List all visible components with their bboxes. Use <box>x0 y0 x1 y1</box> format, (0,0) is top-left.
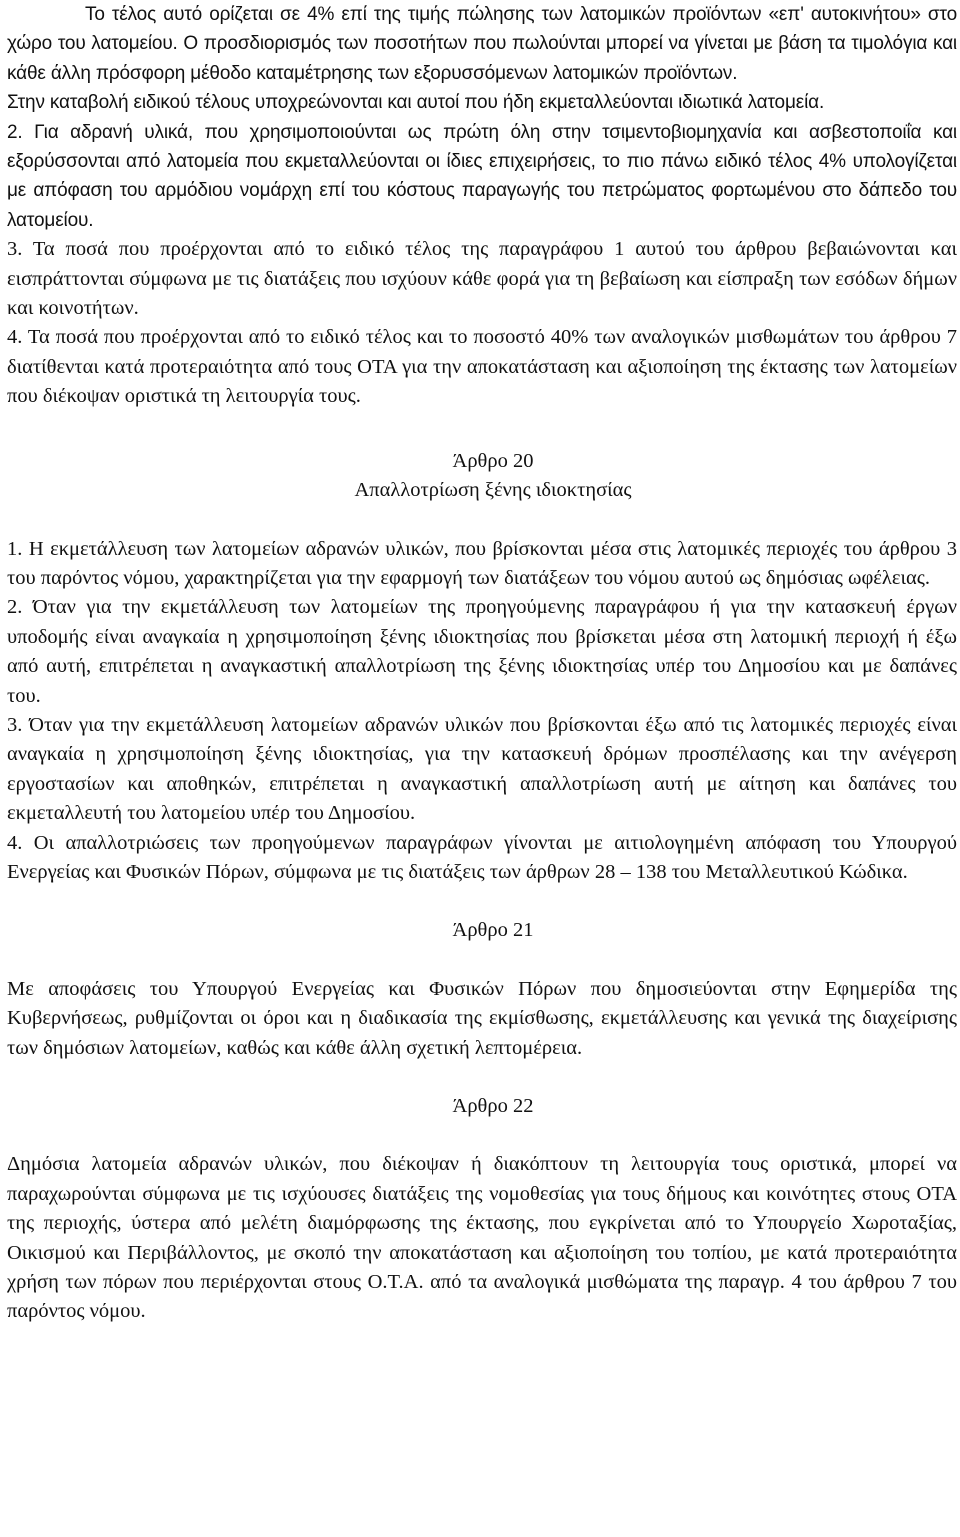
spacer <box>7 946 957 975</box>
article-20-paragraph-1: 1. Η εκμετάλλευση των λατομείων αδρανών υλικών, που βρίσκονται μέσα στις λατομικές περιοχές του άρθρου 3 του παρόντος νόμου, χαρακτηρίζεται για την εφαρμογή των διατάξεων του νόμου αυτού ως δημόσιας ωφέλειας. <box>7 537 957 589</box>
paragraph-3: 3. Τα ποσά που προέρχονται από το ειδικό τέλος της παραγράφου 1 αυτού του άρθρου βεβαιώνονται και εισπράττονται σύμφωνα με τις διατάξεις που ισχύουν κάθε φορά για τη βεβαίωση και είσπραξη των εσόδων δήμων και κοινοτήτων. <box>7 238 957 320</box>
document-page <box>7 0 957 1327</box>
article-21-heading: Άρθρο 21 <box>452 919 534 942</box>
paragraph-2: 2. Για αδρανή υλικά, που χρησιμοποιούνται ως πρώτη όλη στην τσιμεντοβιομηχανία και ασβεστοποιΐα και εξορύσσονται από λατομεία που εκμεταλλεύονται οι ίδιες επιχειρήσεις, το πιο πάνω ειδικό τέλος 4% υπολογίζεται με απόφαση του αρμόδιου νομάρχη επί του κόστους παραγωγής του πετρώματος φορτωμένου στο δάπεδο του λατομείου. <box>7 121 957 231</box>
paragraph-4: 4. Τα ποσά που προέρχονται από το ειδικό τέλος και το ποσοστό 40% των αναλογικών μισθωμάτων του άρθρου 7 διατίθενται κατά προτεραιότητα από τους ΟΤΑ για την αποκατάσταση και αξιοποίηση της έκτασης των λατομείων που διέκοψαν οριστικά τη λειτουργία τους. <box>7 326 957 408</box>
article-20-paragraph-2: 2. Όταν για την εκμετάλλευση των λατομείων της προηγούμενης παραγράφου ή για την κατασκευή έργων υποδομής είναι αναγκαία η χρησιμοποίηση ξένης ιδιοκτησίας που βρίσκεται μέσα στη λατομική περιοχή ή έξω από αυτή, επιτρέπεται η αναγκαστική απαλλοτρίωση της ξένης ιδιοκτησίας υπέρ του Δημοσίου και με δαπάνες του. <box>7 596 957 707</box>
article-22-heading: Άρθρο 22 <box>452 1095 534 1117</box>
article-20-heading: Άρθρο 20 <box>452 449 534 472</box>
article-20-paragraph-3: 3. Όταν για την εκμετάλλευση λατομείων αδρανών υλικών που βρίσκονται έξω από τις λατομικές περιοχές είναι αναγκαία η χρησιμοποίηση ξένης ιδιοκτησίας, για την κατασκευή δρόμων προσπέλασης και την ανέγερση εργοστασίων και αποθηκών, επιτρέπεται η αναγκαστική απαλλοτρίωση αυτή με αίτηση και δαπάνες του εκμεταλλευτή του λατομείου υπέρ του Δημοσίου. <box>7 713 957 825</box>
paragraph-fee-rate: Το τέλος αυτό ορίζεται σε 4% επί της τιμής πώλησης των λατομικών προϊόντων «επ' αυτοκινήτου» στο χώρο του λατομείου. Ο προσδιορισμός των ποσοτήτων που πωλούνται μπορεί να γίνεται με βάση τα τιμολόγια και κάθε άλλη πρόσφορη μέθοδο καταμέτρησης των εξορυσσόμενων λατομικών προϊόντων. <box>7 4 957 84</box>
article-22-paragraph: Δημόσια λατομεία αδρανών υλικών, που διέκοψαν ή διακόπτουν τη λειτουργία τους οριστικά, μπορεί να παραχωρούνται σύμφωνα με τις ισχύουσες διατάξεις της νομοθεσίας για τους δήμους και κοινότητες στους ΟΤΑ της περιοχής, ύστερα από μελέτη διαμόρφωσης της έκτασης, που εγκρίνεται από το Υπουργείο Χωροταξίας, Οικισμού και Περιβάλλοντος, με σκοπό την αποκατάσταση και αξιοποίηση του τοπίου, με κατά προτεραιότητα χρήση των πόρων που περιέρχονται στους Ο.Τ.Α. από τα αναλογικά μισθώματα της παραγρ. 4 του άρθρου 7 του παρόντος νόμου. <box>7 1153 957 1323</box>
spacer <box>7 1063 957 1092</box>
article-20-subheading: Απαλλοτρίωση ξένης ιδιοκτησίας <box>354 479 632 502</box>
article-20-paragraph-4: 4. Οι απαλλοτριώσεις των προηγούμενων παραγράφων γίνονται με αιτιολογημένη απόφαση του Υπουργού Ενεργείας και Φυσικών Πόρων, σύμφωνα με τις διατάξεις των άρθρων 28 – 138 του Μεταλλευτικού Κώδικα. <box>7 831 957 883</box>
spacer <box>7 1121 957 1150</box>
spacer <box>7 506 957 535</box>
paragraph-obligation: Στην καταβολή ειδικού τέλους υποχρεώνονται και αυτοί που ήδη εκμεταλλεύονται ιδιωτικά λατομεία. <box>7 92 825 114</box>
spacer <box>7 412 957 447</box>
article-21-paragraph: Με αποφάσεις του Υπουργού Ενεργείας και Φυσικών Πόρων που δημοσιεύονται στην Εφημερίδα της Κυβερνήσεως, ρυθμίζονται οι όροι και η διαδικασία της εκμίσθωσης, εκμετάλλευσης και γενικά της διαχείρισης των δημόσιων λατομείων, καθώς και κάθε άλλη σχετική λεπτομέρεια. <box>7 977 957 1059</box>
spacer <box>7 887 957 916</box>
